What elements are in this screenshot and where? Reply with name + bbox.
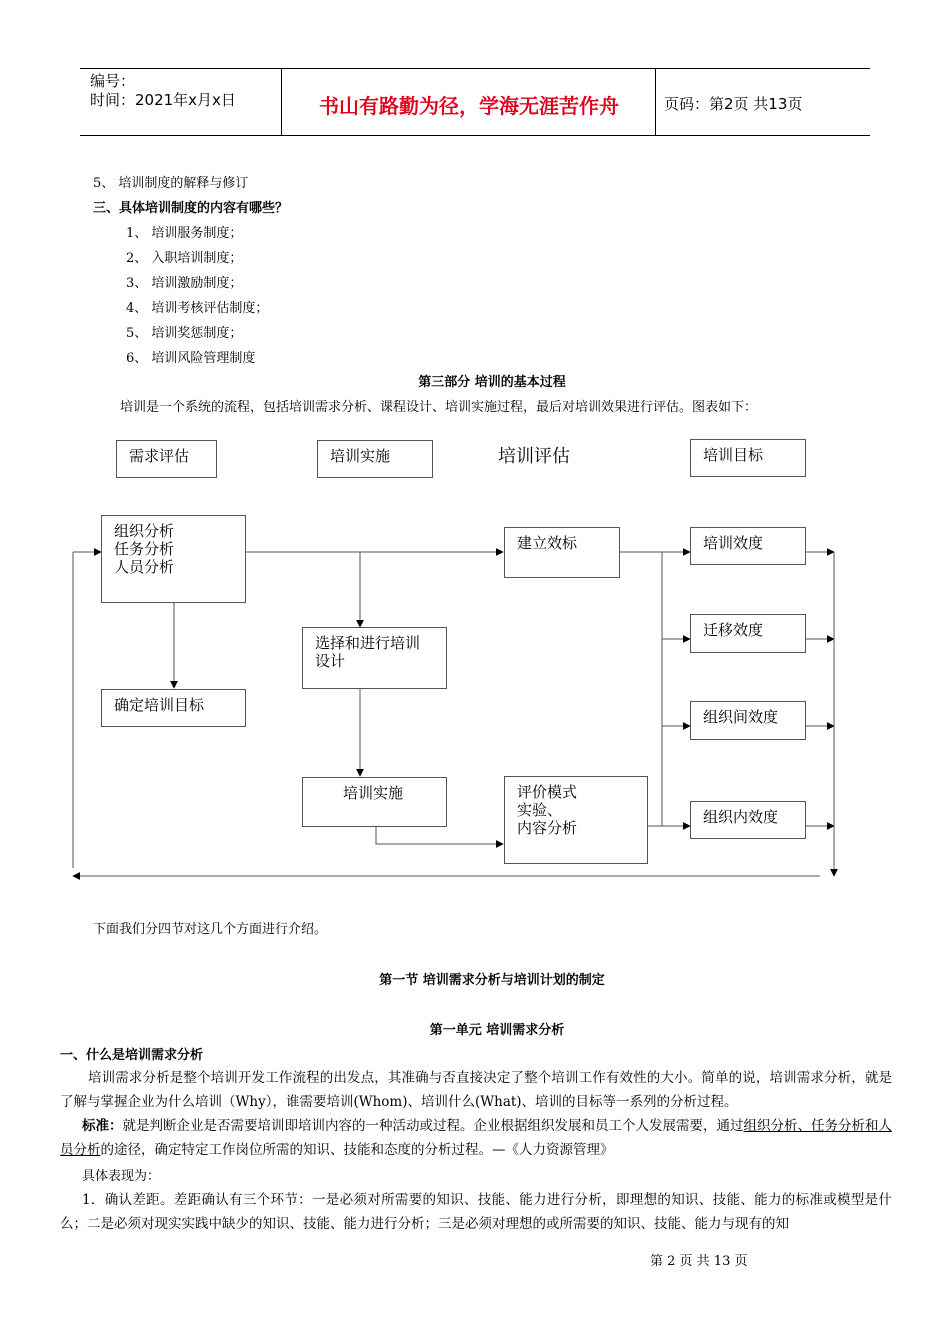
design-label: 选择和进行培训设计	[315, 634, 421, 670]
list-item: 4、 培训考核评估制度；	[126, 301, 269, 316]
paragraph-standard	[60, 1114, 892, 1162]
eval-model-box	[504, 776, 648, 864]
paragraph-lead: 具体表现为：	[82, 1169, 161, 1184]
training-validity-box	[690, 527, 806, 565]
needs-assessment-header	[116, 440, 217, 478]
document-date: 时间：2021年x月x日	[90, 91, 236, 109]
criteria-label: 建立效标	[517, 534, 578, 552]
eval-model-line: 内容分析	[517, 819, 578, 837]
section-title: 第一节 培训需求分析与培训计划的制定	[379, 973, 605, 988]
goal-label: 培训目标	[703, 446, 764, 464]
question-heading: 一、什么是培训需求分析	[60, 1048, 204, 1063]
needs-assessment-label: 需求评估	[129, 447, 190, 465]
eval-model-line: 评价模式	[517, 783, 578, 801]
validity-label: 组织内效度	[703, 808, 779, 826]
evaluation-header: 培训评估	[498, 446, 570, 467]
section-heading: 三、具体培训制度的内容有哪些？	[93, 201, 289, 216]
standard-text-a: 就是判断企业是否需要培训即培训内容的一种活动或过程。企业根据组织发展和员工个人发展需要，通过	[122, 1118, 744, 1134]
document-number-label: 编号：	[90, 72, 136, 90]
implement-box	[302, 777, 447, 827]
list-item: 5、 培训制度的解释与修订	[93, 176, 249, 191]
list-item: 2、 入职培训制度；	[126, 251, 243, 266]
intra-org-validity-box	[690, 801, 806, 839]
analysis-approaches-link: 组织分析、任务分析和人员分析	[60, 1118, 892, 1158]
confirm-goal-label: 确定培训目标	[114, 696, 205, 714]
header-motto: 书山有路勤为径，学海无涯苦作舟	[319, 94, 619, 118]
validity-label: 培训效度	[703, 534, 764, 552]
analysis-line: 人员分析	[114, 558, 175, 576]
analysis-line: 任务分析	[114, 540, 175, 558]
list-item: 3、 培训激励制度；	[126, 276, 243, 291]
analysis-box	[101, 515, 246, 603]
list-item: 1、 培训服务制度；	[126, 226, 243, 241]
intro-paragraph: 培训是一个系统的流程，包括培训需求分析、课程设计、培训实施过程，最后对培训效果进行评估。图表如下：	[120, 400, 758, 415]
unit-title: 第一单元 培训需求分析	[429, 1023, 565, 1038]
validity-label: 迁移效度	[703, 621, 764, 639]
list-item: 6、 培训风险管理制度	[126, 351, 256, 366]
header-page-info: 页码：第2页 共13页	[664, 95, 803, 113]
standard-label: 标准：	[82, 1118, 123, 1134]
paragraph-definition: 培训需求分析是整个培训开发工作流程的出发点，其准确与否直接决定了整个培训工作有效性的大小。简单的说，培训需求分析，就是了解与掌握企业为什么培训（Why），谁需要培训(Whom)、培训什么(What)、培训的目标等一系列的分析过程。	[60, 1070, 892, 1110]
implementation-label: 培训实施	[330, 447, 391, 465]
goal-header	[690, 439, 806, 477]
design-box	[302, 627, 447, 689]
implement-label: 培训实施	[343, 784, 404, 802]
transfer-validity-box	[690, 614, 806, 653]
paragraph-gap-confirmation: 1．确认差距。差距确认有三个环节：一是必须对所需要的知识、技能、能力进行分析，即理想的知识、技能、能力的标准或模型是什么；二是必须对现实实践中缺少的知识、技能、能力进行分析；三是必须对理想的或所需要的知识、技能、能力与现有的知	[60, 1192, 892, 1232]
standard-text-b: 的途径，确定特定工作岗位所需的知识、技能和态度的分析过程。—《人力资源管理》	[100, 1142, 614, 1158]
part-title: 第三部分 培训的基本过程	[418, 375, 566, 390]
criteria-box	[504, 527, 620, 578]
confirm-goal-box	[101, 689, 246, 727]
list-item: 5、 培训奖惩制度；	[126, 326, 243, 341]
analysis-line: 组织分析	[114, 522, 175, 540]
eval-model-line: 实验、	[517, 801, 563, 819]
transition-sentence: 下面我们分四节对这几个方面进行介绍。	[93, 922, 328, 937]
page-footer: 第 2 页 共 13 页	[650, 1254, 748, 1269]
implementation-header	[317, 440, 433, 478]
inter-org-validity-box	[690, 701, 806, 740]
validity-label: 组织间效度	[703, 708, 779, 726]
